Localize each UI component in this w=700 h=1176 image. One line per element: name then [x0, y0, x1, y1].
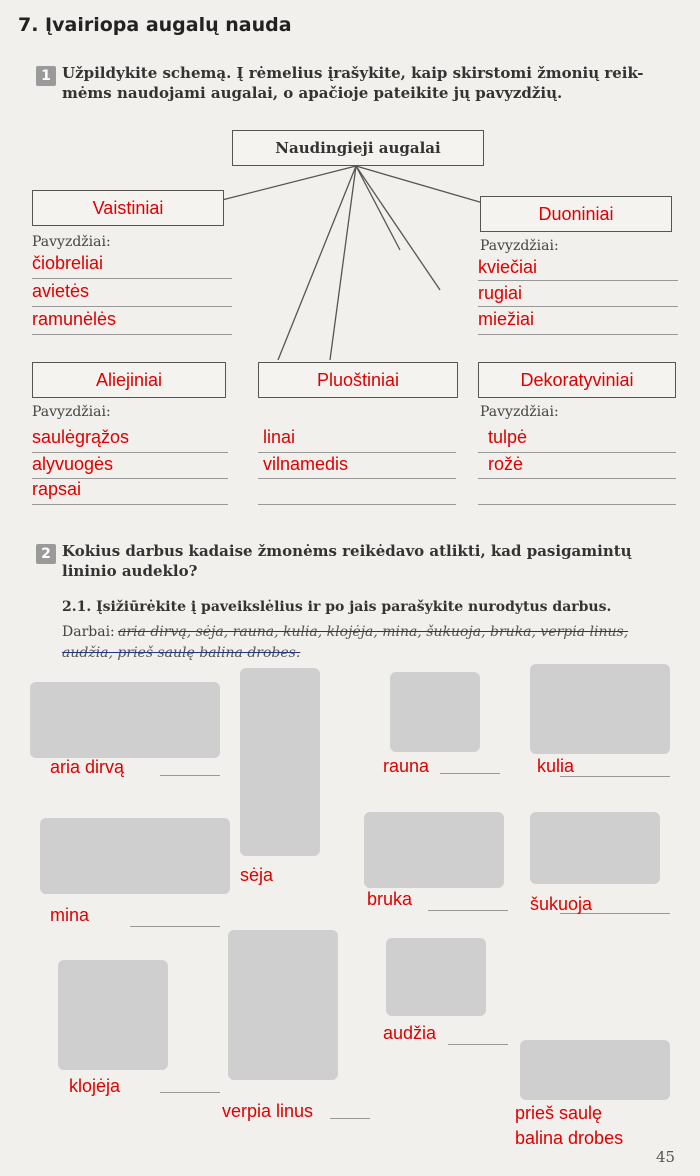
example-vaistiniai-3: ramunėlės — [32, 309, 117, 329]
group-box-aliejiniai[interactable] — [32, 362, 226, 398]
example-pluostiniai-2: vilnamedis — [263, 454, 349, 474]
example-vaistiniai-1: čiobreliai — [32, 253, 104, 273]
answer-threshing: kulia — [537, 756, 575, 776]
task-2-number: 2 — [36, 544, 56, 564]
answer-weaving: audžia — [383, 1023, 437, 1043]
group-name-aliejiniai: Aliejiniai — [95, 370, 163, 390]
example-aliejiniai-3: rapsai — [32, 479, 82, 499]
illustration-spinning — [228, 930, 338, 1080]
example-pluostiniai-1: linai — [263, 427, 296, 447]
answer-line — [32, 334, 232, 335]
illustration-threshing — [530, 664, 670, 754]
works-list-line2: audžia, prieš saulę balina drobes. — [62, 645, 301, 661]
answer-spinning: verpia linus — [222, 1101, 314, 1121]
group-name-vaistiniai: Vaistiniai — [92, 198, 164, 218]
answer-line — [448, 1044, 508, 1045]
answer-line — [440, 773, 500, 774]
group-box-pluostiniai[interactable] — [258, 362, 458, 398]
answer-line — [160, 775, 220, 776]
answer-line — [32, 504, 228, 505]
examples-label-duoniniai: Pavyzdžiai: — [480, 238, 559, 254]
illustration-scutching — [364, 812, 504, 888]
answer-line — [478, 452, 676, 453]
page-number: 45 — [656, 1148, 676, 1166]
answer-line — [258, 504, 456, 505]
examples-label-dekoratyviniai: Pavyzdžiai: — [480, 404, 559, 420]
answer-line — [32, 478, 228, 479]
group-name-pluostiniai: Pluoštiniai — [316, 370, 400, 390]
answer-bleaching-line2: balina drobes — [515, 1128, 624, 1148]
example-dekoratyviniai-1: tulpė — [488, 427, 528, 447]
illustration-breaking — [40, 818, 230, 894]
answer-line — [478, 504, 676, 505]
example-aliejiniai-2: alyvuogės — [32, 454, 114, 474]
example-dekoratyviniai-2: rožė — [488, 454, 524, 474]
scheme-root-label: Naudingieji augalai — [275, 139, 441, 157]
answer-line — [478, 478, 676, 479]
answer-scutching: bruka — [367, 889, 413, 909]
answer-line — [478, 334, 678, 335]
answer-plowing: aria dirvą — [50, 757, 125, 777]
examples-label-vaistiniai: Pavyzdžiai: — [32, 234, 111, 250]
example-duoniniai-3: miežiai — [478, 309, 535, 329]
answer-bleaching-line1: prieš saulę — [515, 1103, 603, 1123]
answer-line — [130, 926, 220, 927]
example-vaistiniai-2: avietės — [32, 281, 90, 301]
answer-line — [32, 452, 228, 453]
illustration-weaving — [386, 938, 486, 1016]
answer-pulling: rauna — [383, 756, 430, 776]
answer-spreading: klojėja — [69, 1076, 121, 1096]
example-duoniniai-2: rugiai — [478, 283, 523, 303]
scheme-root-box — [232, 130, 484, 166]
illustration-spreading — [58, 960, 168, 1070]
works-prefix: Darbai: — [62, 624, 115, 640]
illustration-combing — [530, 812, 660, 884]
works-list-line1: aria dirvą, sėja, rauna, kulia, klojėja, mina, šukuoja, bruka, verpia linus, — [118, 624, 629, 640]
illustration-bleaching — [520, 1040, 670, 1100]
illustration-pulling — [390, 672, 480, 752]
answer-line — [32, 278, 232, 279]
answer-line — [428, 910, 508, 911]
answer-line — [478, 280, 678, 281]
group-name-duoniniai: Duoniniai — [538, 204, 614, 224]
examples-label-aliejiniai: Pavyzdžiai: — [32, 404, 111, 420]
answer-line — [330, 1118, 370, 1119]
task-1-text-line2: mėms naudojami augalai, o apačioje pateikite jų pavyzdžių. — [62, 84, 563, 102]
answer-line — [32, 306, 232, 307]
answer-combing: šukuoja — [530, 894, 593, 914]
task-1-text-line1: Užpildykite schemą. Į rėmelius įrašykite, kaip skirstomi žmonių reik- — [62, 64, 644, 82]
group-box-dekoratyviniai[interactable] — [478, 362, 676, 398]
group-box-vaistiniai[interactable] — [32, 190, 224, 226]
illustration-plowing — [30, 682, 220, 758]
answer-breaking: mina — [50, 905, 90, 925]
answer-line — [258, 452, 456, 453]
answer-sowing: sėja — [240, 865, 274, 885]
example-aliejiniai-1: saulėgrąžos — [32, 427, 130, 447]
answer-line — [160, 1092, 220, 1093]
task-2-1-instruction: 2.1. Įsižiūrėkite į paveikslėlius ir po jais parašykite nurodytus darbus. — [62, 599, 612, 615]
task-2-text-line2: lininio audeklo? — [62, 562, 198, 580]
section-title: 7. Įvairiopa augalų nauda — [18, 14, 292, 36]
answer-line — [560, 776, 670, 777]
example-duoniniai-1: kviečiai — [478, 257, 538, 277]
group-box-duoniniai[interactable] — [480, 196, 672, 232]
illustration-sowing — [240, 668, 320, 856]
answer-line — [258, 478, 456, 479]
answer-line — [478, 306, 678, 307]
task-2-text-line1: Kokius darbus kadaise žmonėms reikėdavo atlikti, kad pasigamintų — [62, 542, 632, 560]
group-name-dekoratyviniai: Dekoratyviniai — [520, 370, 634, 390]
task-1-number: 1 — [36, 66, 56, 86]
